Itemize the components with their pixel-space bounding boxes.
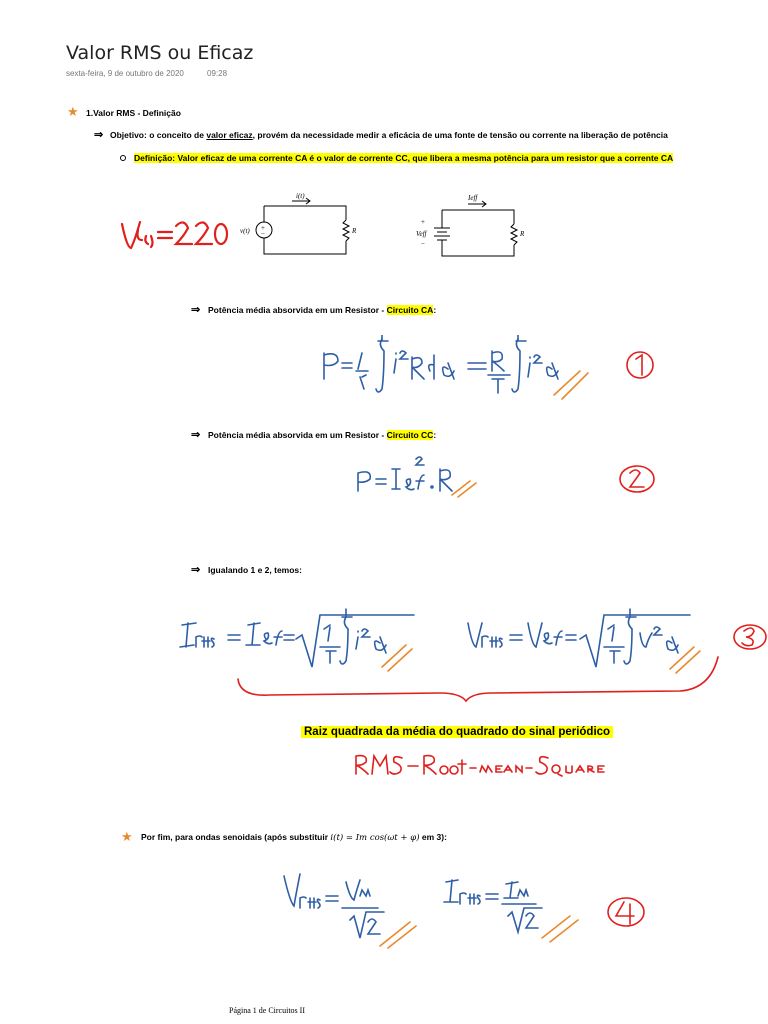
implies-arrow-icon: ⇒ xyxy=(191,429,201,441)
page-footer: Página 1 de Circuitos II xyxy=(229,1006,305,1015)
page-date: sexta-feira, 9 de outubro de 2020 xyxy=(66,69,184,78)
implies-arrow-icon: ⇒ xyxy=(94,129,104,141)
final-text xyxy=(141,832,447,843)
final-prefix: Por fim, para ondas senoidais (após substituir xyxy=(141,832,331,842)
equation-2-handwriting xyxy=(352,455,692,505)
dc-current-label: Ieff xyxy=(468,194,478,202)
vrms-220-handwriting xyxy=(118,214,230,254)
definition-text: Definição: Valor eficaz de uma corrente CA é o valor de corrente CC, que libera a mesma potência para um resistor que a corrente CA xyxy=(134,153,674,163)
ac-circuit-diagram xyxy=(232,190,362,258)
section-heading: 1.Valor RMS - Definição xyxy=(86,108,181,118)
star-icon: ★ xyxy=(121,829,133,844)
objective-suffix: , provém da necessidade medir a eficácia de uma fonte de tensão ou corrente na liberação de potência xyxy=(252,130,668,140)
page-title: Valor RMS ou Eficaz xyxy=(66,42,254,64)
rms-expansion-handwriting xyxy=(352,752,622,778)
implies-arrow-icon: ⇒ xyxy=(191,564,201,576)
equation-3-handwriting xyxy=(170,605,768,705)
power-ca-text xyxy=(208,305,436,315)
dc-minus-label: − xyxy=(421,240,425,248)
power-cc-text xyxy=(208,430,436,440)
equation-1-handwriting xyxy=(318,335,698,405)
dc-source-label: Veff xyxy=(416,230,427,238)
star-icon: ★ xyxy=(67,104,79,119)
ac-source-label: v(t) xyxy=(240,227,250,235)
power-cc-colon: : xyxy=(433,430,437,440)
ac-minus-label: − xyxy=(261,230,265,238)
ac-current-label: i(t) xyxy=(296,192,305,200)
objective-text xyxy=(110,130,668,140)
power-cc-prefix: Potência média absorvida em um Resistor - xyxy=(208,430,387,440)
circle-bullet-icon xyxy=(120,155,126,161)
page-time: 09:28 xyxy=(207,69,228,78)
final-formula: i(t) = Im cos(ωt + φ) xyxy=(330,833,420,843)
objective-link: valor eficaz xyxy=(206,130,253,140)
power-ca-prefix: Potência média absorvida em um Resistor - xyxy=(208,305,387,315)
rms-summary-text: Raiz quadrada da média do quadrado do sinal periódico xyxy=(301,726,613,738)
final-suffix: em 3): xyxy=(419,832,447,842)
objective-prefix: Objetivo: o conceito de xyxy=(110,130,207,140)
implies-arrow-icon: ⇒ xyxy=(191,304,201,316)
dc-resistor-label: R xyxy=(520,230,525,238)
power-cc-highlight: Circuito CC xyxy=(386,430,434,440)
dc-circuit-diagram xyxy=(410,190,540,258)
power-ca-colon: : xyxy=(433,305,437,315)
equating-text: Igualando 1 e 2, temos: xyxy=(208,565,302,575)
ac-plus-label: + xyxy=(261,224,265,232)
dc-plus-label: + xyxy=(421,218,425,226)
equation-4-handwriting xyxy=(280,868,700,952)
power-ca-highlight: Circuito CA xyxy=(386,305,434,315)
ac-resistor-label: R xyxy=(352,227,357,235)
